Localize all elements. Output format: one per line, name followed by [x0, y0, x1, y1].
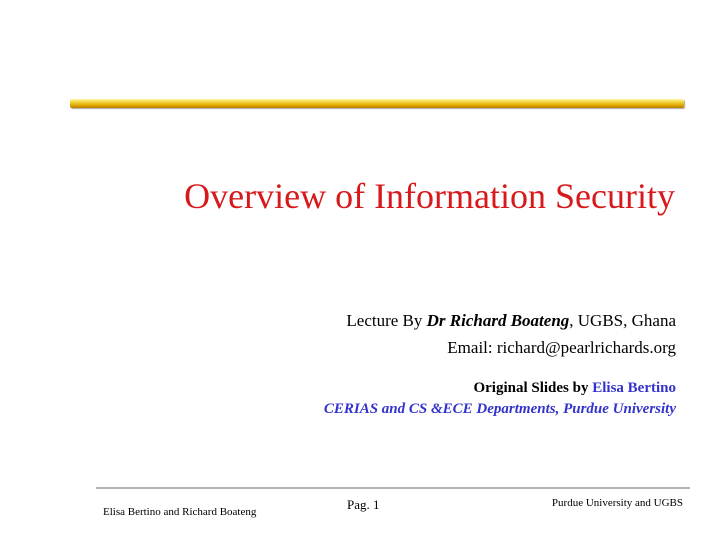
decorative-top-bar: [70, 99, 684, 108]
page-number: Pag. 1: [347, 497, 380, 512]
departments-line: CERIAS and CS &ECE Departments, Purdue University: [323, 401, 676, 417]
lecture-suffix: , UGBS, Ghana: [569, 311, 676, 330]
original-author: Elisa Bertino: [592, 380, 676, 396]
footer-institutions: Purdue University and UGBS: [551, 497, 683, 509]
lecture-prefix: Lecture By: [346, 311, 427, 330]
original-slides-line: [473, 380, 676, 397]
lecture-line: [346, 311, 676, 331]
slide-title: Overview of Information Security: [184, 176, 675, 216]
footer-authors: Elisa Bertino and Richard Boateng: [103, 506, 257, 518]
lecturer-name: Dr Richard Boateng: [426, 311, 570, 330]
original-prefix: Original Slides by: [473, 380, 593, 396]
email-line: Email: richard@pearlrichards.org: [447, 338, 676, 357]
footer-divider: [96, 487, 690, 489]
